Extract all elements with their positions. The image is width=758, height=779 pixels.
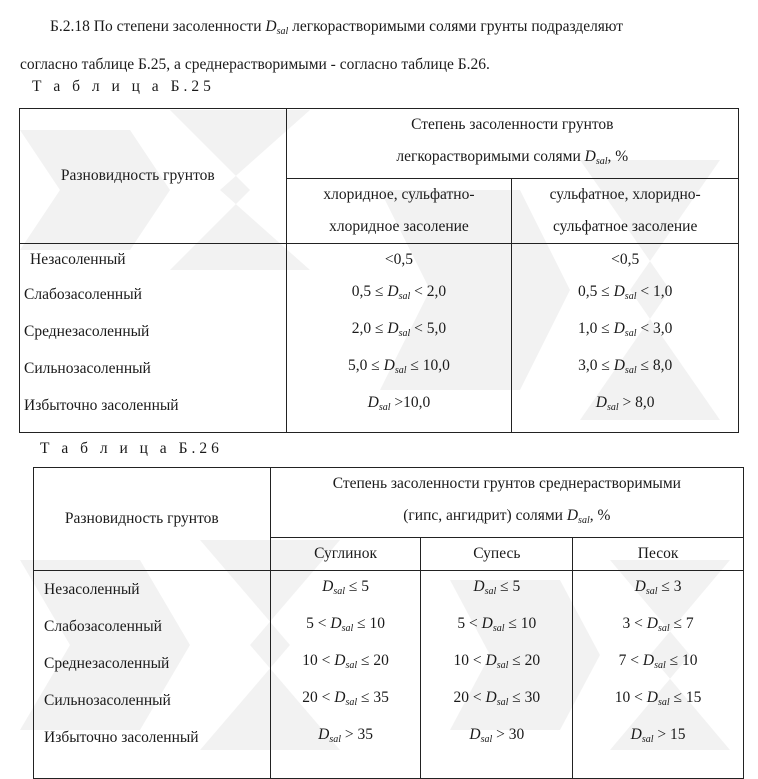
- table-b26-subheader-sandy-loam: Супесь: [421, 538, 573, 571]
- table-b25-subheader-chloride: хлоридное, сульфатно- хлоридное засоление: [286, 179, 512, 244]
- table-row: Слабозасоленный $5 < D_{sal} \le 10$ $5 < D_{sal} \le 10$ $3 < D_{sal} \le 7$: [34, 608, 744, 645]
- table-row: Избыточно засоленный $D_{sal} > 35$ $D_{sal} > 30$ $D_{sal} > 15$: [34, 719, 744, 779]
- table-b26: [33, 467, 744, 779]
- table-b25-caption: Т а б л и ц а Б.25: [32, 78, 215, 95]
- table-b26-group-header: Степень засоленности грунтов среднерастворимыми (гипс, ангидрит) солями $D_{sal}$, %: [270, 468, 743, 538]
- table-row: Среднезасоленный $2,0 \le D_{sal} < 5,0$ $1,0 \le D_{sal} < 3,0$: [20, 313, 739, 350]
- table-row: Избыточно засоленный $D_{sal} >10,0$ $D_{sal} > 8,0$: [20, 387, 739, 433]
- table-row: Незасоленный <0,5 <0,5: [20, 244, 739, 277]
- table-b26-subheader-sand: Песок: [573, 538, 744, 571]
- table-row: Сильнозасоленный $5,0 \le D_{sal} \le 10,0$ $3,0 \le D_{sal} \le 8,0$: [20, 350, 739, 387]
- table-b26-col-header: Разновидность грунтов: [34, 468, 271, 571]
- table-b26-caption: Т а б л и ц а Б.26: [40, 440, 223, 457]
- table-b25-col-header: Разновидность грунтов: [20, 109, 287, 244]
- table-row: Слабозасоленный $0,5 \le D_{sal} < 2,0$ $0,5 \le D_{sal} < 1,0$: [20, 276, 739, 313]
- intro-paragraph: Б.2.18 По степени засоленности $D_{sal}$ легкорастворимыми солями грунты подразделяют согласно таблице Б.25, а среднерастворимыми - согласно таблице Б.26.: [20, 18, 624, 73]
- table-b26-subheader-loam: Суглинок: [270, 538, 421, 571]
- table-b25-group-header: Степень засоленности грунтов легкорастворимыми солями $D_{sal}$, %: [286, 109, 738, 179]
- table-row: Сильнозасоленный $20 < D_{sal} \le 35$ $20 < D_{sal} \le 30$ $10 < D_{sal} \le 15$: [34, 682, 744, 719]
- table-row: Незасоленный $D_{sal} \le 5$ $D_{sal} \le 5$ $D_{sal} \le 3$: [34, 571, 744, 609]
- table-b25-subheader-sulfate: сульфатное, хлоридно- сульфатное засоление: [512, 179, 739, 244]
- table-b25: [19, 108, 739, 433]
- table-row: Среднезасоленный $10 < D_{sal} \le 20$ $10 < D_{sal} \le 20$ $7 < D_{sal} \le 10$: [34, 645, 744, 682]
